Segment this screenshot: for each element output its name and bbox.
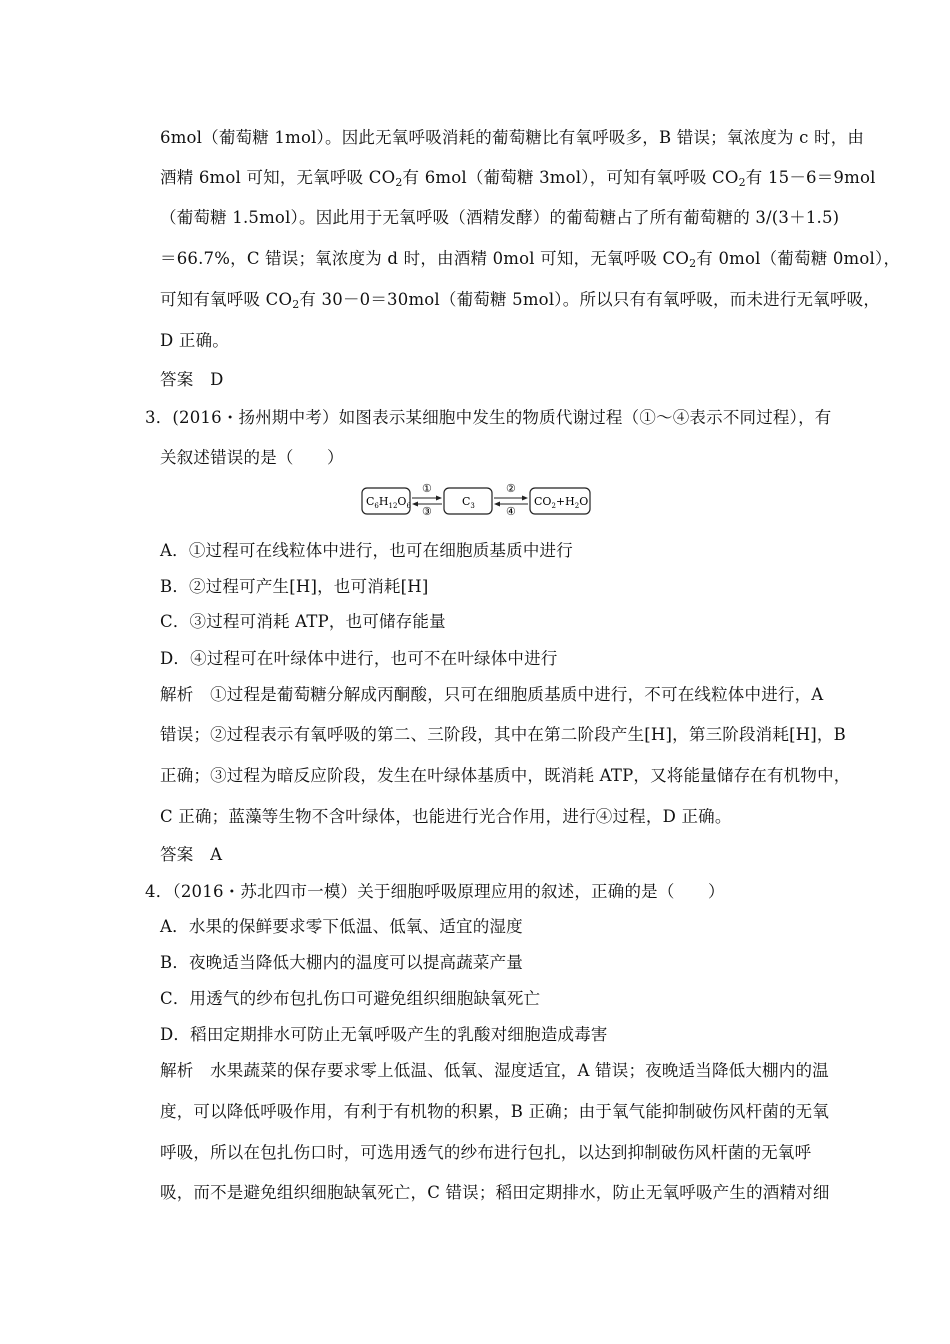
explanation-line: 正确；③过程为暗反应阶段，发生在叶绿体基质中，既消耗 ATP，又将能量储存在有机物中， (160, 766, 851, 785)
option-d: D．稻田定期排水可防止无氧呼吸产生的乳酸对细胞造成毒害 (160, 1025, 608, 1044)
question-4: 4．（2016・苏北四市一模）关于细胞呼吸原理应用的叙述，正确的是（ ） (145, 882, 725, 901)
option-c: C．用透气的纱布包扎伤口可避免组织细胞缺氧死亡 (160, 989, 541, 1008)
explanation-line: 解析 ①过程是葡萄糖分解成丙酮酸，只可在细胞质基质中进行，不可在线粒体中进行，A (160, 685, 824, 704)
answer-label: 答案 D (160, 370, 224, 389)
explanation-line: 呼吸，所以在包扎伤口时，可选用透气的纱布进行包扎，以达到抑制破伤风杆菌的无氧呼 (160, 1143, 812, 1162)
question-3: 3．(2016・扬州期中考）如图表示某细胞中发生的物质代谢过程（①～④表示不同过程），有 (145, 408, 832, 427)
label-2: ② (506, 482, 516, 495)
box1-text: $C_6H_{12}O_6$ (366, 495, 411, 510)
text-line: 6mol（葡萄糖 1mol）。因此无氧呼吸消耗的葡萄糖比有氧呼吸多，B 错误；氧浓度为 c 时，由 (160, 128, 865, 147)
option-a: A．①过程可在线粒体中进行，也可在细胞质基质中进行 (160, 541, 573, 560)
option-c: C．③过程可消耗 ATP，也可储存能量 (160, 612, 446, 631)
text-line: ＝66.7%，C 错误；氧浓度为 d 时，由酒精 0mol 可知，无氧呼吸 $CO_2$有 0mol（葡萄糖 0mol）， (160, 249, 901, 270)
box3-text: $CO_2+H_2O$ (534, 495, 589, 510)
label-4: ④ (506, 505, 516, 518)
text-line: （葡萄糖 1.5mol）。因此用于无氧呼吸（酒精发酵）的葡萄糖占了所有葡萄糖的 3/(3＋1.5) (160, 208, 840, 227)
label-3: ③ (422, 505, 432, 518)
option-d: D．④过程可在叶绿体中进行，也可不在叶绿体中进行 (160, 649, 558, 668)
text-line: 酒精 6mol 可知，无氧呼吸 $CO_2$有 6mol（葡萄糖 3mol），可知有氧呼吸 $CO_2$有 15－6＝9mol (160, 168, 876, 189)
question-3-cont: 关叙述错误的是（ ） (160, 448, 344, 467)
explanation-line: 度，可以降低呼吸作用，有利于有机物的积累，B 正确；由于氧气能抑制破伤风杆菌的无氧 (160, 1102, 830, 1121)
label-1: ① (422, 482, 432, 495)
text-line: 可知有氧呼吸 $CO_2$有 30－0＝30mol（葡萄糖 5mol）。所以只有有氧呼吸，而未进行无氧呼吸， (160, 290, 881, 311)
explanation-line: 解析 水果蔬菜的保存要求零上低温、低氧、湿度适宜，A 错误；夜晚适当降低大棚内的温 (160, 1061, 829, 1080)
explanation-line: 错误；②过程表示有氧呼吸的第二、三阶段，其中在第二阶段产生[H]，第三阶段消耗[H]，B (160, 725, 846, 744)
answer-label: 答案 A (160, 845, 223, 864)
option-a: A．水果的保鲜要求零下低温、低氧、适宜的湿度 (160, 917, 523, 936)
explanation-line: C 正确；蓝藻等生物不含叶绿体，也能进行光合作用，进行④过程，D 正确。 (160, 807, 732, 826)
box2-text: $C_3$ (462, 495, 475, 510)
explanation-line: 吸，而不是避免组织细胞缺氧死亡，C 错误；稻田定期排水，防止无氧呼吸产生的酒精对细 (160, 1183, 830, 1202)
option-b: B．夜晚适当降低大棚内的温度可以提高蔬菜产量 (160, 953, 524, 972)
option-b: B．②过程可产生[H]，也可消耗[H] (160, 577, 429, 596)
text-line: D 正确。 (160, 331, 229, 350)
metabolism-diagram (360, 478, 592, 524)
